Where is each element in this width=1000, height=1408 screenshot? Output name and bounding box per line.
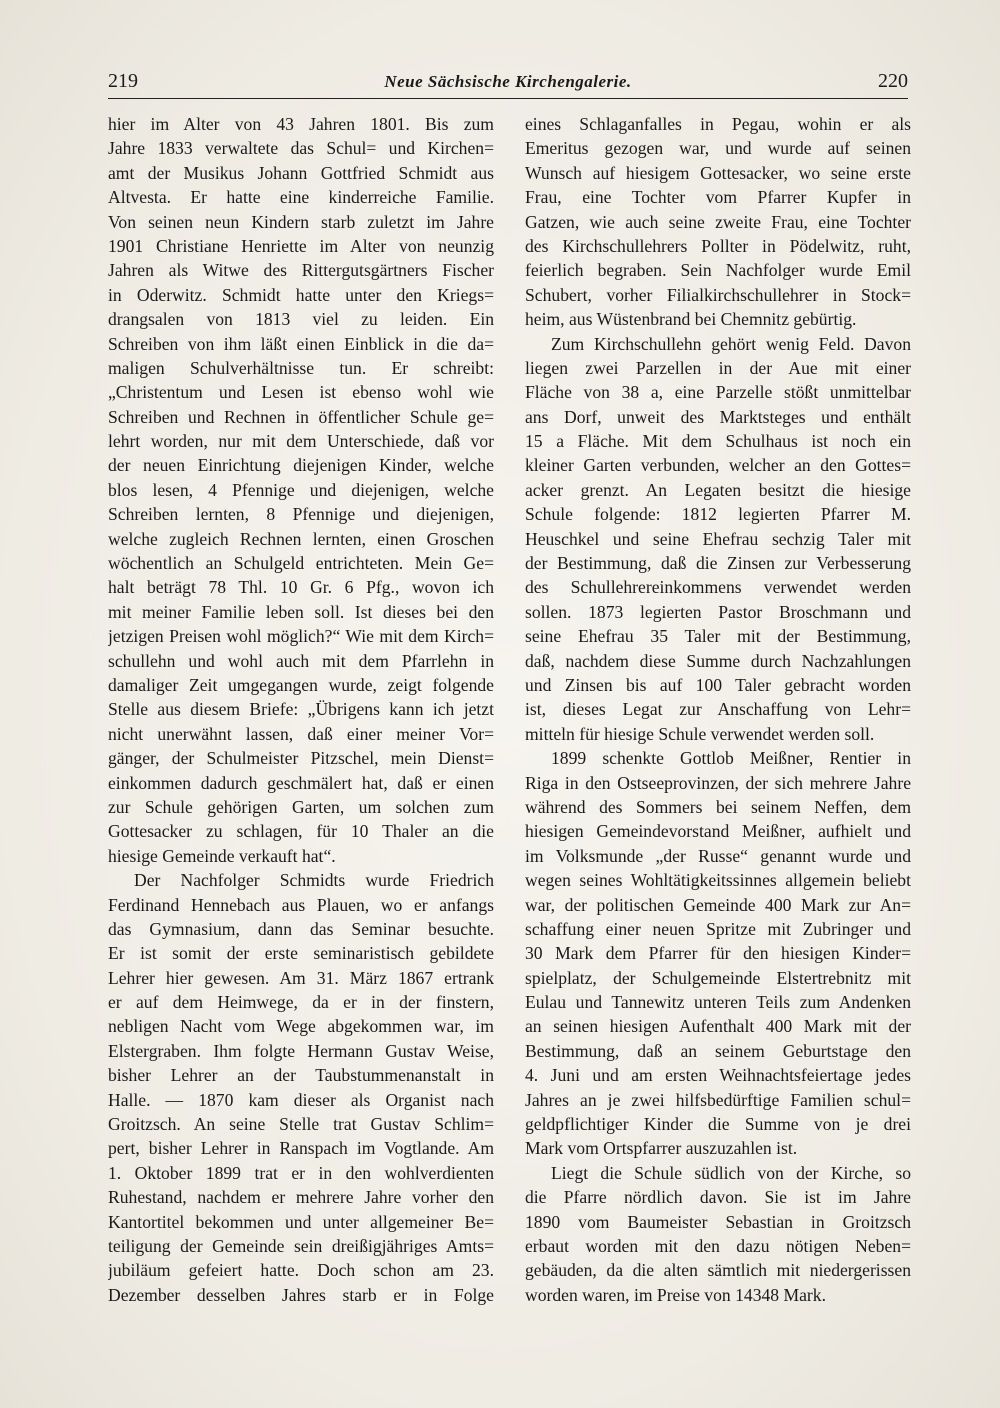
text-line: lehrt worden, nur mit dem Unterschiede, daß vor	[108, 431, 494, 452]
text-line: liegen zwei Parzellen in der Aue mit einer	[525, 357, 911, 378]
text-line: die Pfarre nördlich davon. Sie ist im Jahre	[525, 1187, 911, 1208]
text-line: Jahre 1833 verwaltete das Schul= und Kirchen=	[108, 138, 494, 159]
text-line: Er ist somit der erste seminaristisch gebildete	[108, 943, 494, 964]
text-line: hiesigen Gemeindevorstand Meißner, aufhielt und	[525, 821, 911, 842]
page-number-left: 219	[108, 70, 138, 92]
text-line: Liegt die Schule südlich von der Kirche, so	[551, 1162, 911, 1183]
text-line: Altvesta. Er hatte eine kinderreiche Familie.	[108, 187, 494, 208]
page-number-right: 220	[878, 70, 908, 92]
text-line: Schreiben und Rechnen in öffentlicher Schule ge=	[108, 406, 494, 427]
text-line: 1890 vom Baumeister Sebastian in Groitzsch	[525, 1211, 911, 1232]
text-line: wöchentlich an Schulgeld entrichteten. Mein Ge=	[108, 553, 494, 574]
text-line: welche zugleich Rechnen lernten, einen Groschen	[108, 528, 494, 549]
text-line: teiligung der Gemeinde sein dreißigjähriges Amts=	[108, 1235, 494, 1256]
text-line: schullehn und wohl auch mit dem Pfarrlehn in	[108, 650, 494, 671]
text-line: bisher Lehrer an der Taubstummenanstalt in	[108, 1065, 494, 1086]
text-line: im Volksmunde „der Russe“ genannt wurde und	[525, 845, 911, 866]
text-line: wegen seines Wohltätigkeitssinnes allgemein beliebt	[525, 870, 911, 891]
text-line: hiesige Gemeinde verkauft hat“.	[108, 845, 336, 866]
text-line: ans Dorf, unweit des Marktsteges und enthält	[525, 406, 911, 427]
text-line: spielplatz, der Schulgemeinde Elstertrebnitz mit	[525, 967, 911, 988]
text-line: 1901 Christiane Henriette im Alter von neunzig	[108, 235, 494, 256]
text-line: schaffung einer neuen Spritze mit Zubringer und	[525, 918, 911, 939]
text-line: Lehrer hier gewesen. Am 31. März 1867 ertrank	[108, 967, 494, 988]
text-line: mitteln für hiesige Schule verwendet werden soll.	[525, 723, 875, 744]
text-line: hier im Alter von 43 Jahren 1801. Bis zum	[108, 114, 494, 134]
text-line: Schreiben lernten, 8 Pfennige und diejenigen,	[108, 504, 494, 525]
text-line: „Christentum und Lesen ist ebenso wohl wie	[108, 382, 494, 403]
text-line: Eulau und Tannewitz unteren Teils zum Andenken	[525, 992, 911, 1013]
text-line: des Schullehrereinkommens verwendet werden	[525, 577, 911, 598]
text-line: jetzigen Preisen wohl möglich?“ Wie mit dem Kirch=	[108, 626, 494, 647]
text-line: Groitzsch. An seine Stelle trat Gustav Schlim=	[108, 1114, 494, 1135]
text-line: Ruhestand, nachdem er mehrere Jahre vorher den	[108, 1187, 494, 1208]
text-line: geldpflichtiger Kinder die Summe von je drei	[525, 1114, 911, 1135]
text-line: Stelle aus diesem Briefe: „Übrigens kann ich jetzt	[108, 699, 494, 720]
text-line: Elstergraben. Ihm folgte Hermann Gustav Weise,	[108, 1040, 494, 1061]
text-line: Von seinen neun Kindern starb zuletzt im Jahre	[108, 211, 494, 232]
text-line: Gatzen, wie auch seine zweite Frau, eine Tochter	[525, 211, 911, 232]
text-line: Jahren als Witwe des Rittergutsgärtners Fischer	[108, 260, 494, 281]
text-line: maligen Schulverhältnisse tun. Er schreibt:	[108, 357, 494, 378]
text-line: 1899 schenkte Gottlob Meißner, Rentier in	[551, 748, 911, 769]
text-line: Schubert, vorher Filialkirchschullehrer in Stock=	[525, 284, 911, 305]
text-line: jubiläum gefeiert hatte. Doch schon am 23.	[108, 1260, 494, 1281]
text-line: pert, bisher Lehrer in Ranspach im Vogtlande. Am	[108, 1138, 494, 1159]
text-line: Der Nachfolger Schmidts wurde Friedrich	[134, 870, 494, 891]
text-line: Kantortitel bekommen und unter allgemeiner Be=	[108, 1211, 494, 1232]
text-line: Frau, eine Tochter vom Pfarrer Kupfer in	[525, 187, 911, 208]
text-line: erbaut worden mit den dazu nötigen Neben=	[525, 1235, 911, 1256]
text-line: zur Schule gehörigen Garten, um solchen zum	[108, 796, 494, 817]
header-rule	[108, 98, 908, 99]
text-line: Heuschkel und seine Ehefrau sechzig Taler mit	[525, 528, 911, 549]
text-line: sollen. 1873 legierten Pastor Broschmann und	[525, 601, 911, 622]
text-line: nebligen Nacht vom Wege abgekommen war, im	[108, 1016, 494, 1037]
text-line: das Gymnasium, dann das Seminar besuchte.	[108, 918, 494, 939]
text-line: und Zinsen bis auf 100 Taler gebracht worden	[525, 674, 911, 695]
text-line: Riga in den Ostseeprovinzen, der sich mehrere Jahre	[525, 772, 911, 793]
text-line: nicht unerwähnt lassen, daß einer meiner Vor=	[108, 723, 494, 744]
text-line: mit meiner Familie leben soll. Ist dieses bei den	[108, 601, 494, 622]
text-line: Emeritus gezogen war, und wurde auf seinen	[525, 138, 911, 159]
text-line: er auf dem Heimwege, da er in der finstern,	[108, 992, 494, 1013]
running-title: Neue Sächsische Kirchengalerie.	[384, 72, 632, 91]
text-line: während des Sommers bei seinem Neffen, dem	[525, 796, 911, 817]
text-line: feierlich begraben. Sein Nachfolger wurde Emil	[525, 260, 911, 281]
text-line: heim, aus Wüstenbrand bei Chemnitz gebürtig.	[525, 309, 857, 330]
text-line: Zum Kirchschullehn gehört wenig Feld. Davon	[551, 333, 911, 354]
text-line: einkommen dadurch geschmälert hat, daß er einen	[108, 772, 494, 793]
text-line: Wunsch auf hiesigem Gottesacker, wo seine erste	[525, 162, 911, 183]
text-line: Schreiben von ihm läßt einen Einblick in die da=	[108, 333, 494, 354]
text-line: eines Schlaganfalles in Pegau, wohin er als	[525, 114, 911, 134]
text-line: kleiner Garten verbunden, welcher an den Gottes=	[525, 455, 911, 476]
text-line: Ferdinand Hennebach aus Plauen, wo er anfangs	[108, 894, 494, 915]
text-line: halt beträgt 78 Thl. 10 Gr. 6 Pfg., wovon ich	[108, 577, 494, 598]
text-line: an seinen hiesigen Aufenthalt 400 Mark mit der	[525, 1016, 911, 1037]
text-line: ist, dieses Legat zur Anschaffung von Lehr=	[525, 699, 911, 720]
text-line: war, der politischen Gemeinde 400 Mark zur An=	[525, 894, 911, 915]
text-line: acker grenzt. An Legaten besitzt die hiesige	[525, 479, 911, 500]
text-line: Bestimmung, daß an seinem Geburtstage den	[525, 1040, 911, 1061]
text-line: 15 a Fläche. Mit dem Schulhaus ist noch ein	[525, 431, 911, 452]
text-line: Dezember desselben Jahres starb er in Folge	[108, 1284, 494, 1305]
text-line: drangsalen von 1813 viel zu leiden. Ein	[108, 309, 494, 330]
text-line: Schule folgende: 1812 legierten Pfarrer M.	[525, 504, 911, 525]
text-line: Halle. — 1870 kam dieser als Organist nach	[108, 1089, 494, 1110]
text-line: blos lesen, 4 Pfennige und diejenigen, welche	[108, 479, 494, 500]
text-line: 30 Mark dem Pfarrer für den hiesigen Kinder=	[525, 943, 911, 964]
text-line: in Oderwitz. Schmidt hatte unter den Kriegs=	[108, 284, 494, 305]
text-line: Gottesacker zu schlagen, für 10 Thaler an die	[108, 821, 494, 842]
text-line: der Bestimmung, daß die Zinsen zur Verbesserung	[525, 553, 911, 574]
text-line: gänger, der Schulmeister Pitzschel, mein Dienst=	[108, 748, 494, 769]
text-line: gebäuden, da die alten sämtlich mit niedergerissen	[525, 1260, 911, 1281]
text-line: Fläche von 38 a, eine Parzelle stößt unmittelbar	[525, 382, 911, 403]
text-line: worden waren, im Preise von 14348 Mark.	[525, 1284, 826, 1305]
left-column	[108, 112, 494, 1307]
right-column	[525, 112, 911, 1307]
page-header	[108, 68, 908, 100]
text-line: der neuen Einrichtung diejenigen Kinder, welche	[108, 455, 494, 476]
text-line: Jahres an je zwei hilfsbedürftige Familien schul=	[525, 1089, 911, 1110]
text-line: damaliger Zeit umgegangen wurde, zeigt folgende	[108, 674, 494, 695]
text-line: daß, nachdem diese Summe durch Nachzahlungen	[525, 650, 911, 671]
text-line: amt der Musikus Johann Gottfried Schmidt aus	[108, 162, 494, 183]
text-line: des Kirchschullehrers Pollter in Pödelwitz, ruht,	[525, 235, 911, 256]
text-line: 1. Oktober 1899 trat er in den wohlverdienten	[108, 1162, 494, 1183]
text-line: seine Ehefrau 35 Taler mit der Bestimmung,	[525, 626, 911, 647]
text-line: Mark vom Ortspfarrer auszuzahlen ist.	[525, 1138, 798, 1159]
text-line: 4. Juni und am ersten Weihnachtsfeiertage jedes	[525, 1065, 911, 1086]
